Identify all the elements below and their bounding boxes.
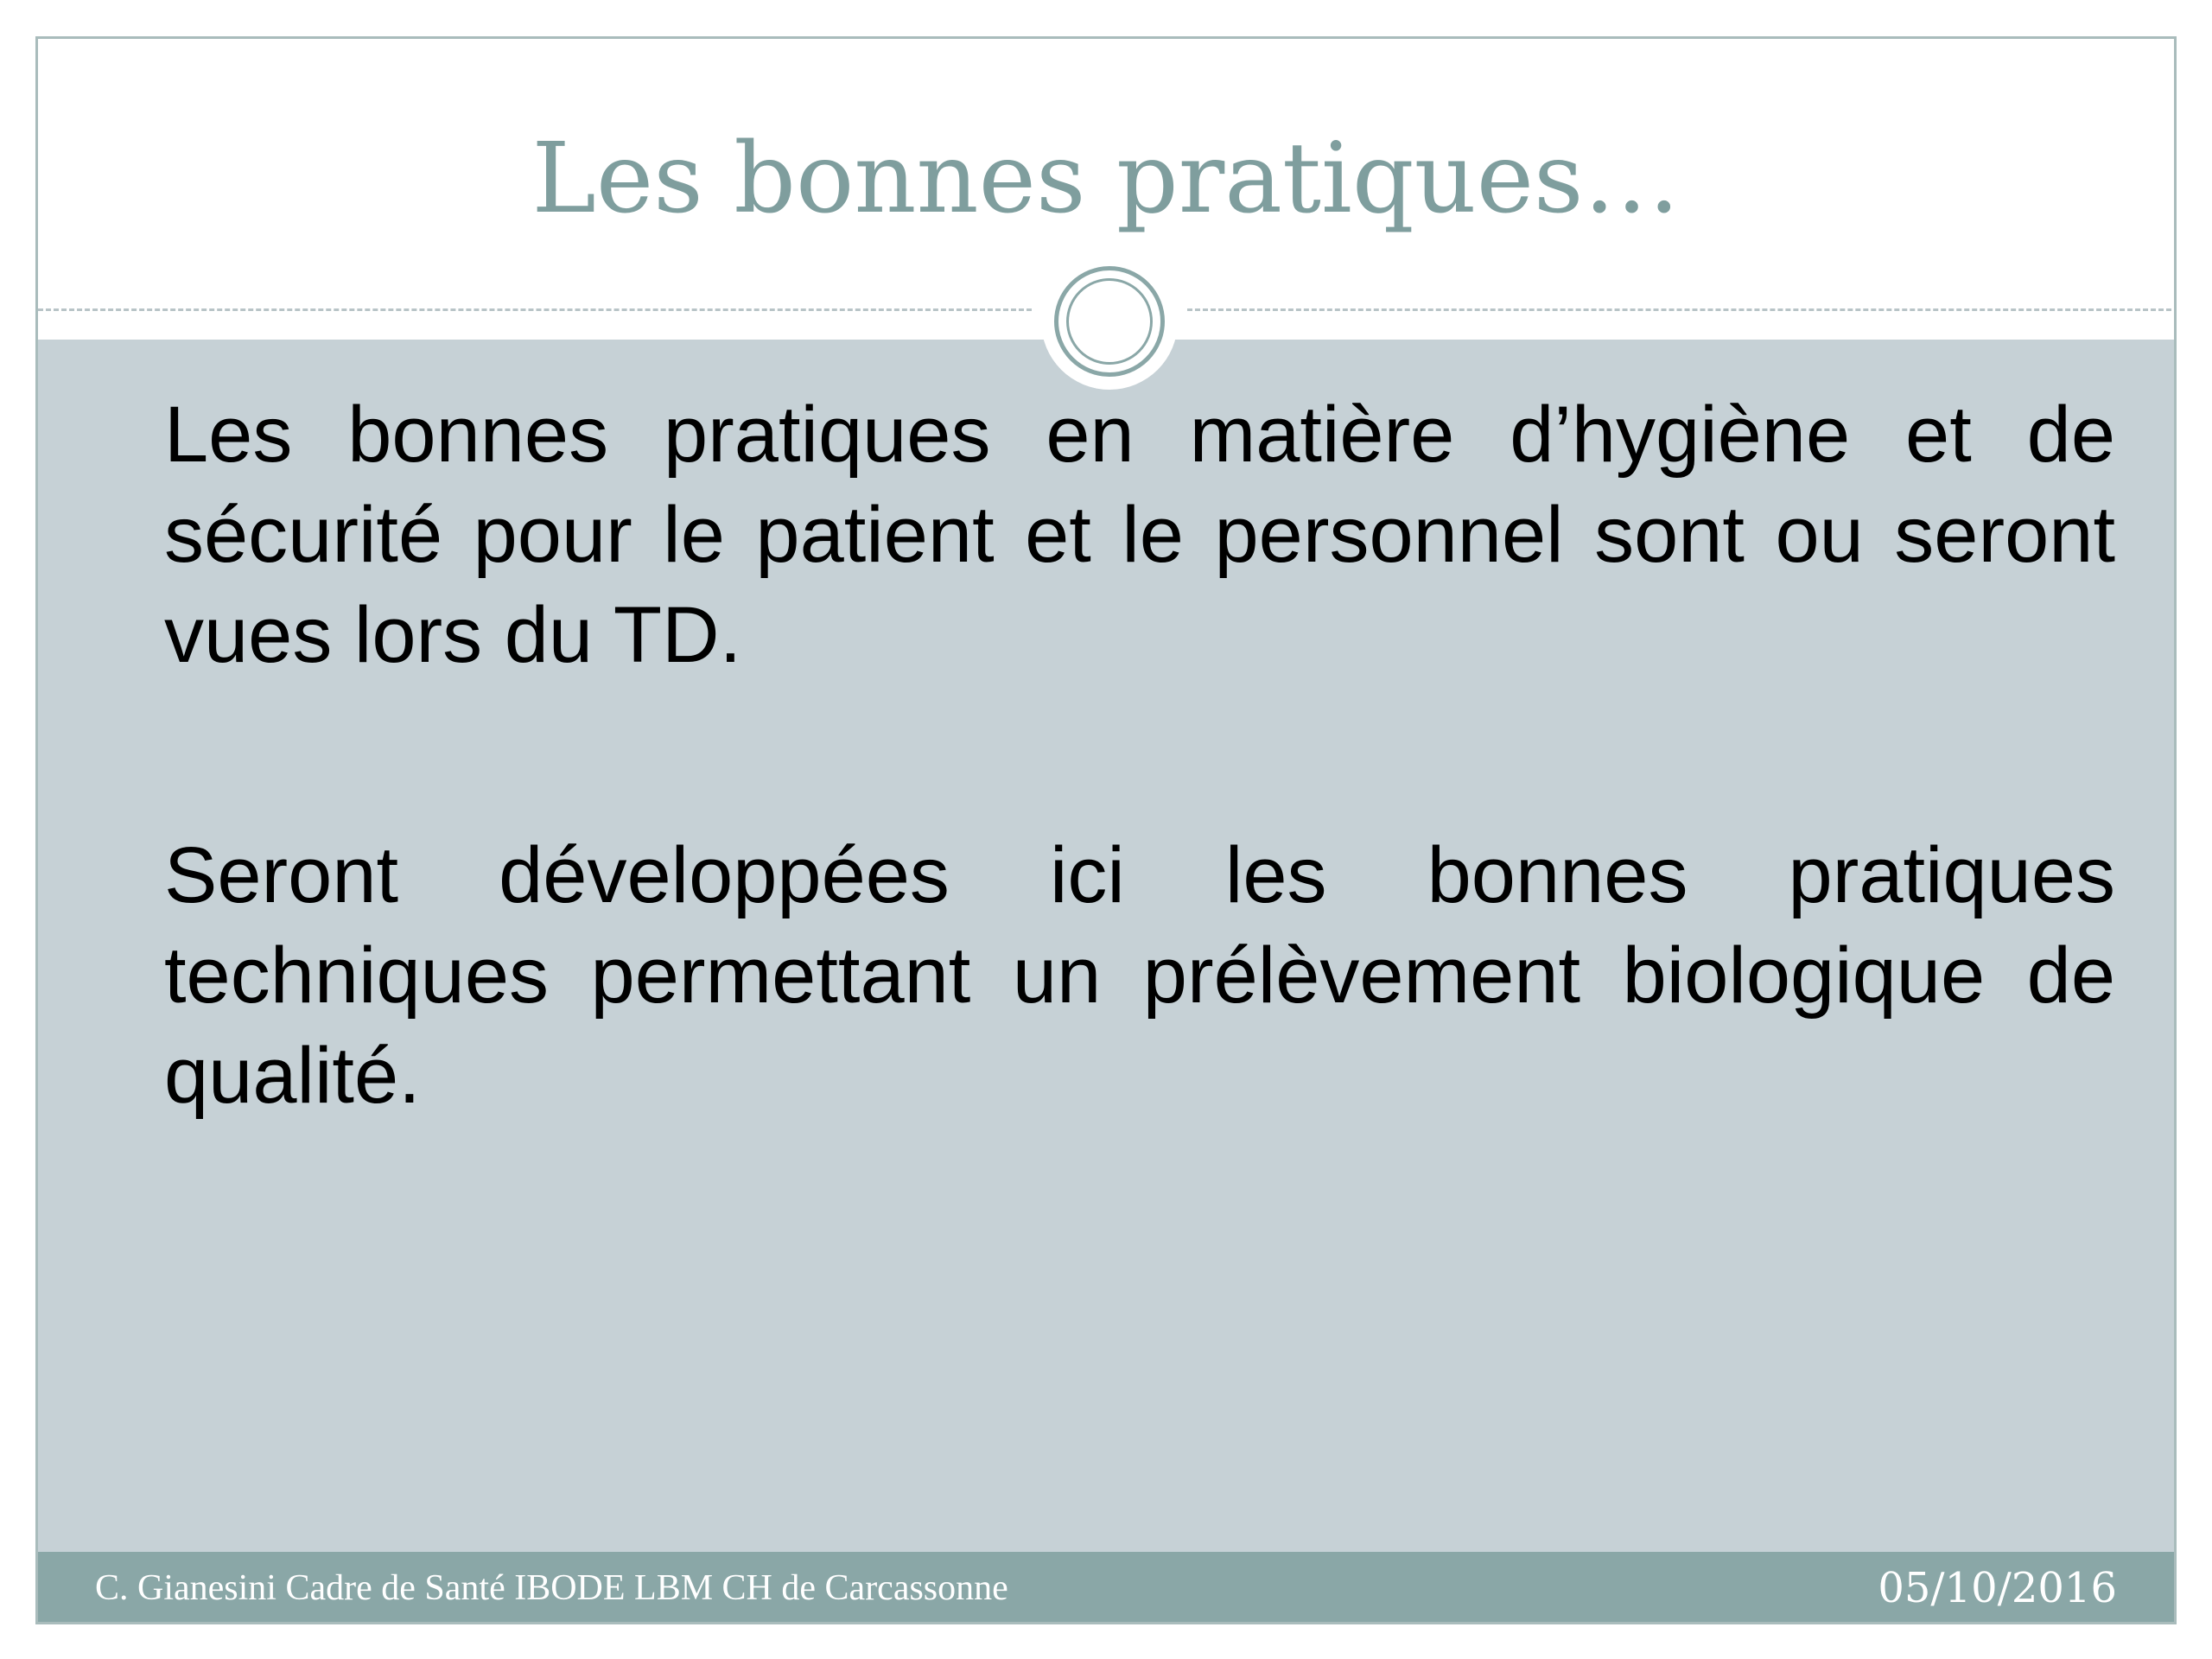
body-paragraph-2: Seront développées ici les bonnes pratiques techniques permettant un prélèvement biologique de qualité. xyxy=(164,831,2115,1120)
footer xyxy=(38,1552,2174,1624)
divider-line-right xyxy=(1187,308,2177,311)
slide-title: Les bonnes pratiques… xyxy=(531,123,1681,235)
divider-line-left xyxy=(38,308,1032,311)
footer-date: 05/10/2016 xyxy=(1878,1564,2117,1612)
footer-author: C. Gianesini Cadre de Santé IBODE LBM CH de Carcassonne xyxy=(95,1568,1008,1608)
body-paragraph-1: Les bonnes pratiques en matière d’hygiène et de sécurité pour le patient et le personnel sont ou seront vues lors du TD. xyxy=(164,391,2115,679)
circle-ornament-inner-ring xyxy=(1066,278,1153,365)
slide xyxy=(35,36,2177,1624)
